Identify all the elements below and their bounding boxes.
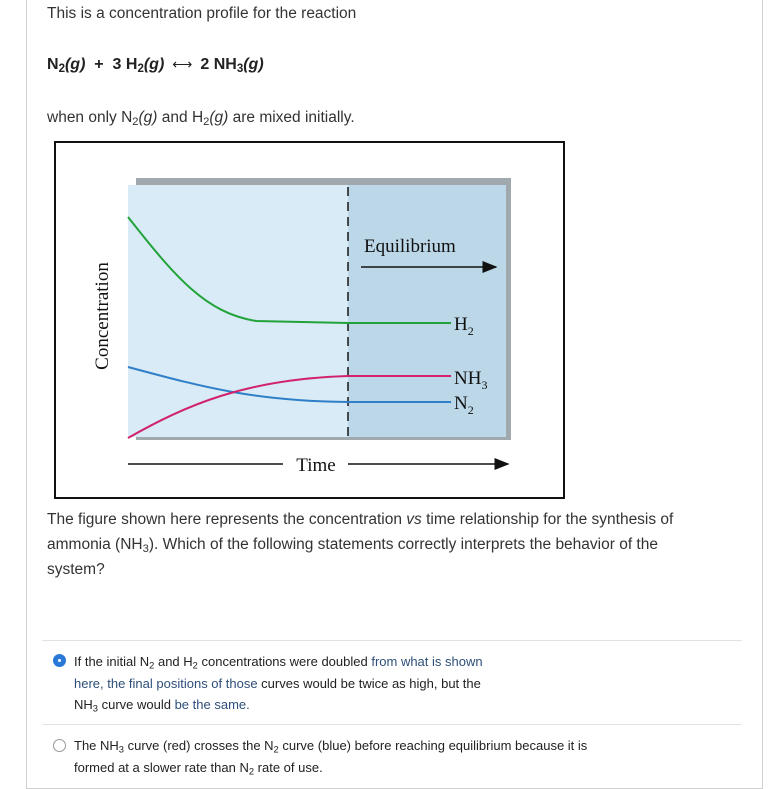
nh3-label: $NH_3$ xyxy=(454,368,488,392)
x-axis-label: Time xyxy=(296,455,336,476)
answer-choice-2[interactable] xyxy=(42,724,742,785)
question-description: The figure shown here represents the concentration vs time relationship for the synthesis of ammonia $(NH_3)$. Which of the following statements correctly interprets the behavior of the system? xyxy=(47,511,674,578)
answer-choice-1-text[interactable]: If the initial $N_2$ and $H_2$ concentrations were doubled from what is shown here, the final positions of those curves would be twice as high, but the $NH_3$ curve would be the same. xyxy=(74,654,483,714)
h2-label: $H_2$ xyxy=(454,314,474,338)
plus-sign: + xyxy=(94,56,104,73)
n2-label: $N_2$ xyxy=(454,393,474,417)
answer-choice-2-text[interactable]: The $NH_3$ curve (red) crosses the $N_2$ curve (blue) before reaching equilibrium because it is formed at a slower rate than $N_2$ rate of use. xyxy=(74,738,588,777)
intro-text: This is a concentration profile for the reaction xyxy=(47,5,357,22)
radio-empty-icon[interactable] xyxy=(53,739,66,752)
reactant-h2: 3 $H_2(g)$ xyxy=(112,56,165,76)
concentration-time-graph xyxy=(56,143,563,497)
mixed-initially-text: when only $N_2(g)$ and $H_2(g)$ are mixed initially. xyxy=(47,109,355,129)
equilibrium-label: Equilibrium xyxy=(364,236,456,257)
y-axis-label: Concentration xyxy=(92,262,113,370)
answer-choice-1[interactable] xyxy=(42,640,742,725)
equilibrium-arrow-icon: ⟷ xyxy=(172,56,193,72)
concentration-profile-figure xyxy=(54,141,565,499)
radio-selected-icon[interactable] xyxy=(53,654,66,667)
equilibrium-region xyxy=(348,185,506,437)
reactant-n2: $N_2(g)$ xyxy=(47,56,86,76)
approach-region xyxy=(128,185,348,437)
reaction-equation xyxy=(47,56,264,74)
product-nh3: 2 $NH_3(g)$ xyxy=(200,56,264,76)
